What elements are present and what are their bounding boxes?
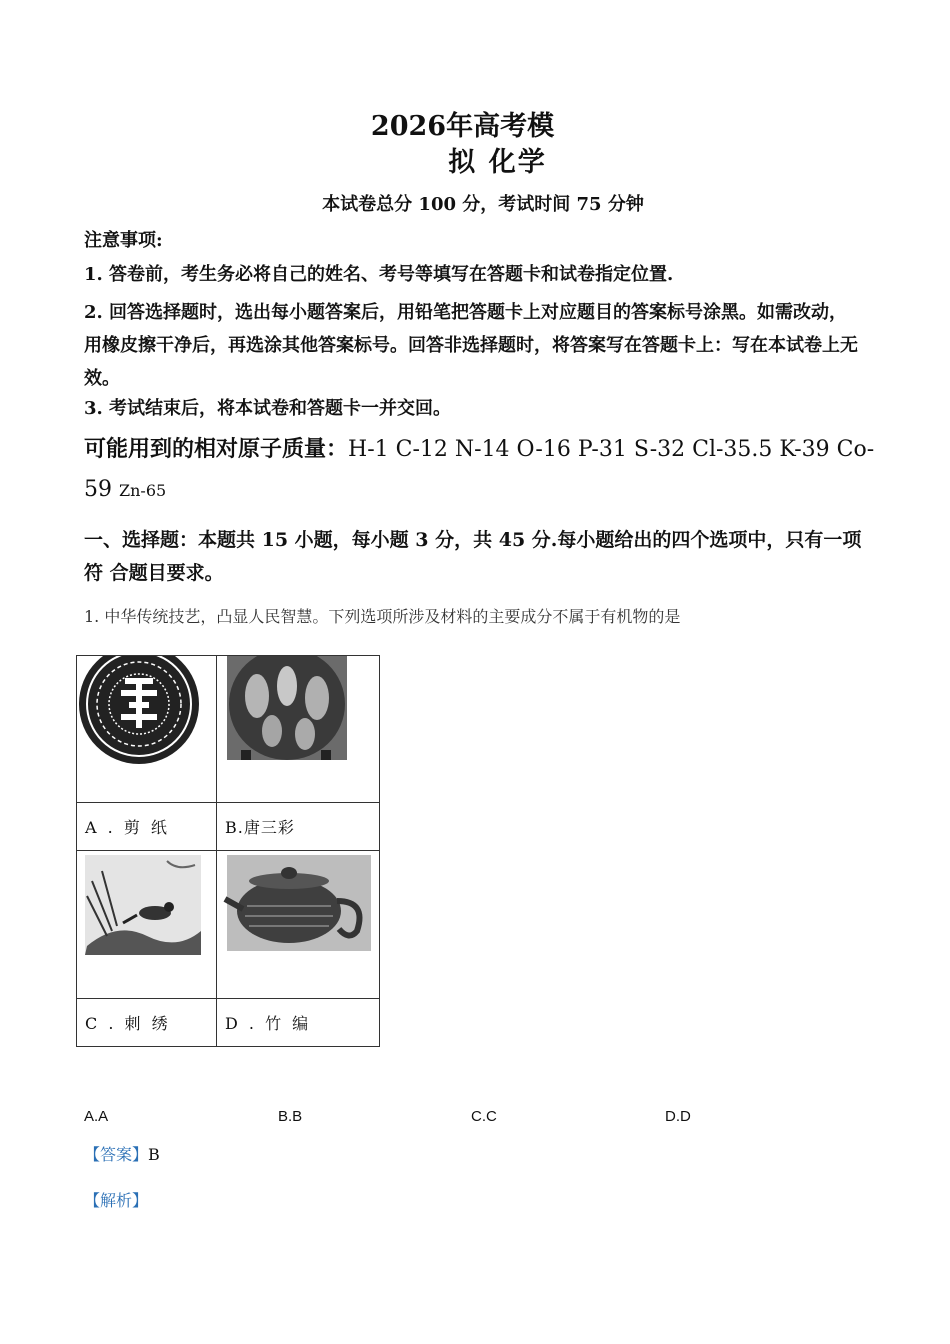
notes-heading: 注意事项:: [84, 230, 163, 251]
note-item-3: 3. 考试结束后，将本试卷和答题卡一并交回。: [84, 398, 452, 419]
embroidery-image: [77, 851, 216, 994]
bamboo-weaving-image: [217, 851, 379, 994]
analysis-tag: 【解析】: [84, 1191, 149, 1210]
option-d[interactable]: D.D: [665, 1108, 691, 1125]
cell-d-label: D . 竹 编: [217, 999, 380, 1047]
answer-value: B: [148, 1145, 160, 1164]
page-title-line2: 拟 化学: [448, 147, 547, 178]
atomic-mass-line2: [84, 477, 166, 502]
atomic-mass-zn: Zn-65: [119, 481, 167, 500]
cell-a-label: A . 剪 纸: [77, 803, 217, 851]
analysis-line: [84, 1188, 148, 1211]
cell-d-image: [217, 851, 380, 999]
note-item-2: 2. 回答选择题时，选出每小题答案后，用铅笔把答题卡上对应题目的答案标号涂黑。如需改动，用橡皮擦干净后，再选涂其他答案标号。回答非选择题时，将答案写在答题卡上：写在本试卷上无效。: [84, 302, 858, 389]
atomic-mass-line1: [84, 432, 874, 463]
atomic-mass-co: 59: [84, 477, 112, 502]
cell-b-label: B.唐三彩: [217, 803, 380, 851]
option-c[interactable]: C.C: [471, 1108, 497, 1125]
cell-c-image: [77, 851, 217, 999]
question-stem: 1. 中华传统技艺，凸显人民智慧。下列选项所涉及材料的主要成分不属于有机物的是: [84, 607, 681, 626]
page-title-line1: 2026年高考模: [370, 111, 555, 142]
options-table: [76, 655, 380, 1047]
cell-b-image: [217, 656, 380, 803]
atomic-mass-label: 可能用到的相对原子质量：: [84, 436, 349, 462]
atomic-mass-values: H-1 C-12 N-14 O-16 P-31 S-32 Cl-35.5 K-39 Co-: [348, 437, 875, 462]
tang-sancai-image: [217, 656, 379, 798]
option-b[interactable]: B.B: [278, 1108, 303, 1125]
paper-cut-image: [77, 656, 216, 798]
option-a[interactable]: A.A: [84, 1108, 109, 1125]
answer-tag: 【答案】: [84, 1145, 149, 1164]
section-heading: 一、选择题：本题共 15 小题，每小题 3 分，共 45 分.每小题给出的四个选项中，只有一项符 合题目要求。: [84, 529, 862, 584]
answer-line: [84, 1142, 160, 1165]
cell-c-label: C . 刺 绣: [77, 999, 217, 1047]
note-item-1: 1. 答卷前，考生务必将自己的姓名、考号等填写在答题卡和试卷指定位置.: [84, 264, 674, 285]
exam-subtitle: 本试卷总分 100 分，考试时间 75 分钟: [322, 194, 644, 215]
cell-a-image: [77, 656, 217, 803]
